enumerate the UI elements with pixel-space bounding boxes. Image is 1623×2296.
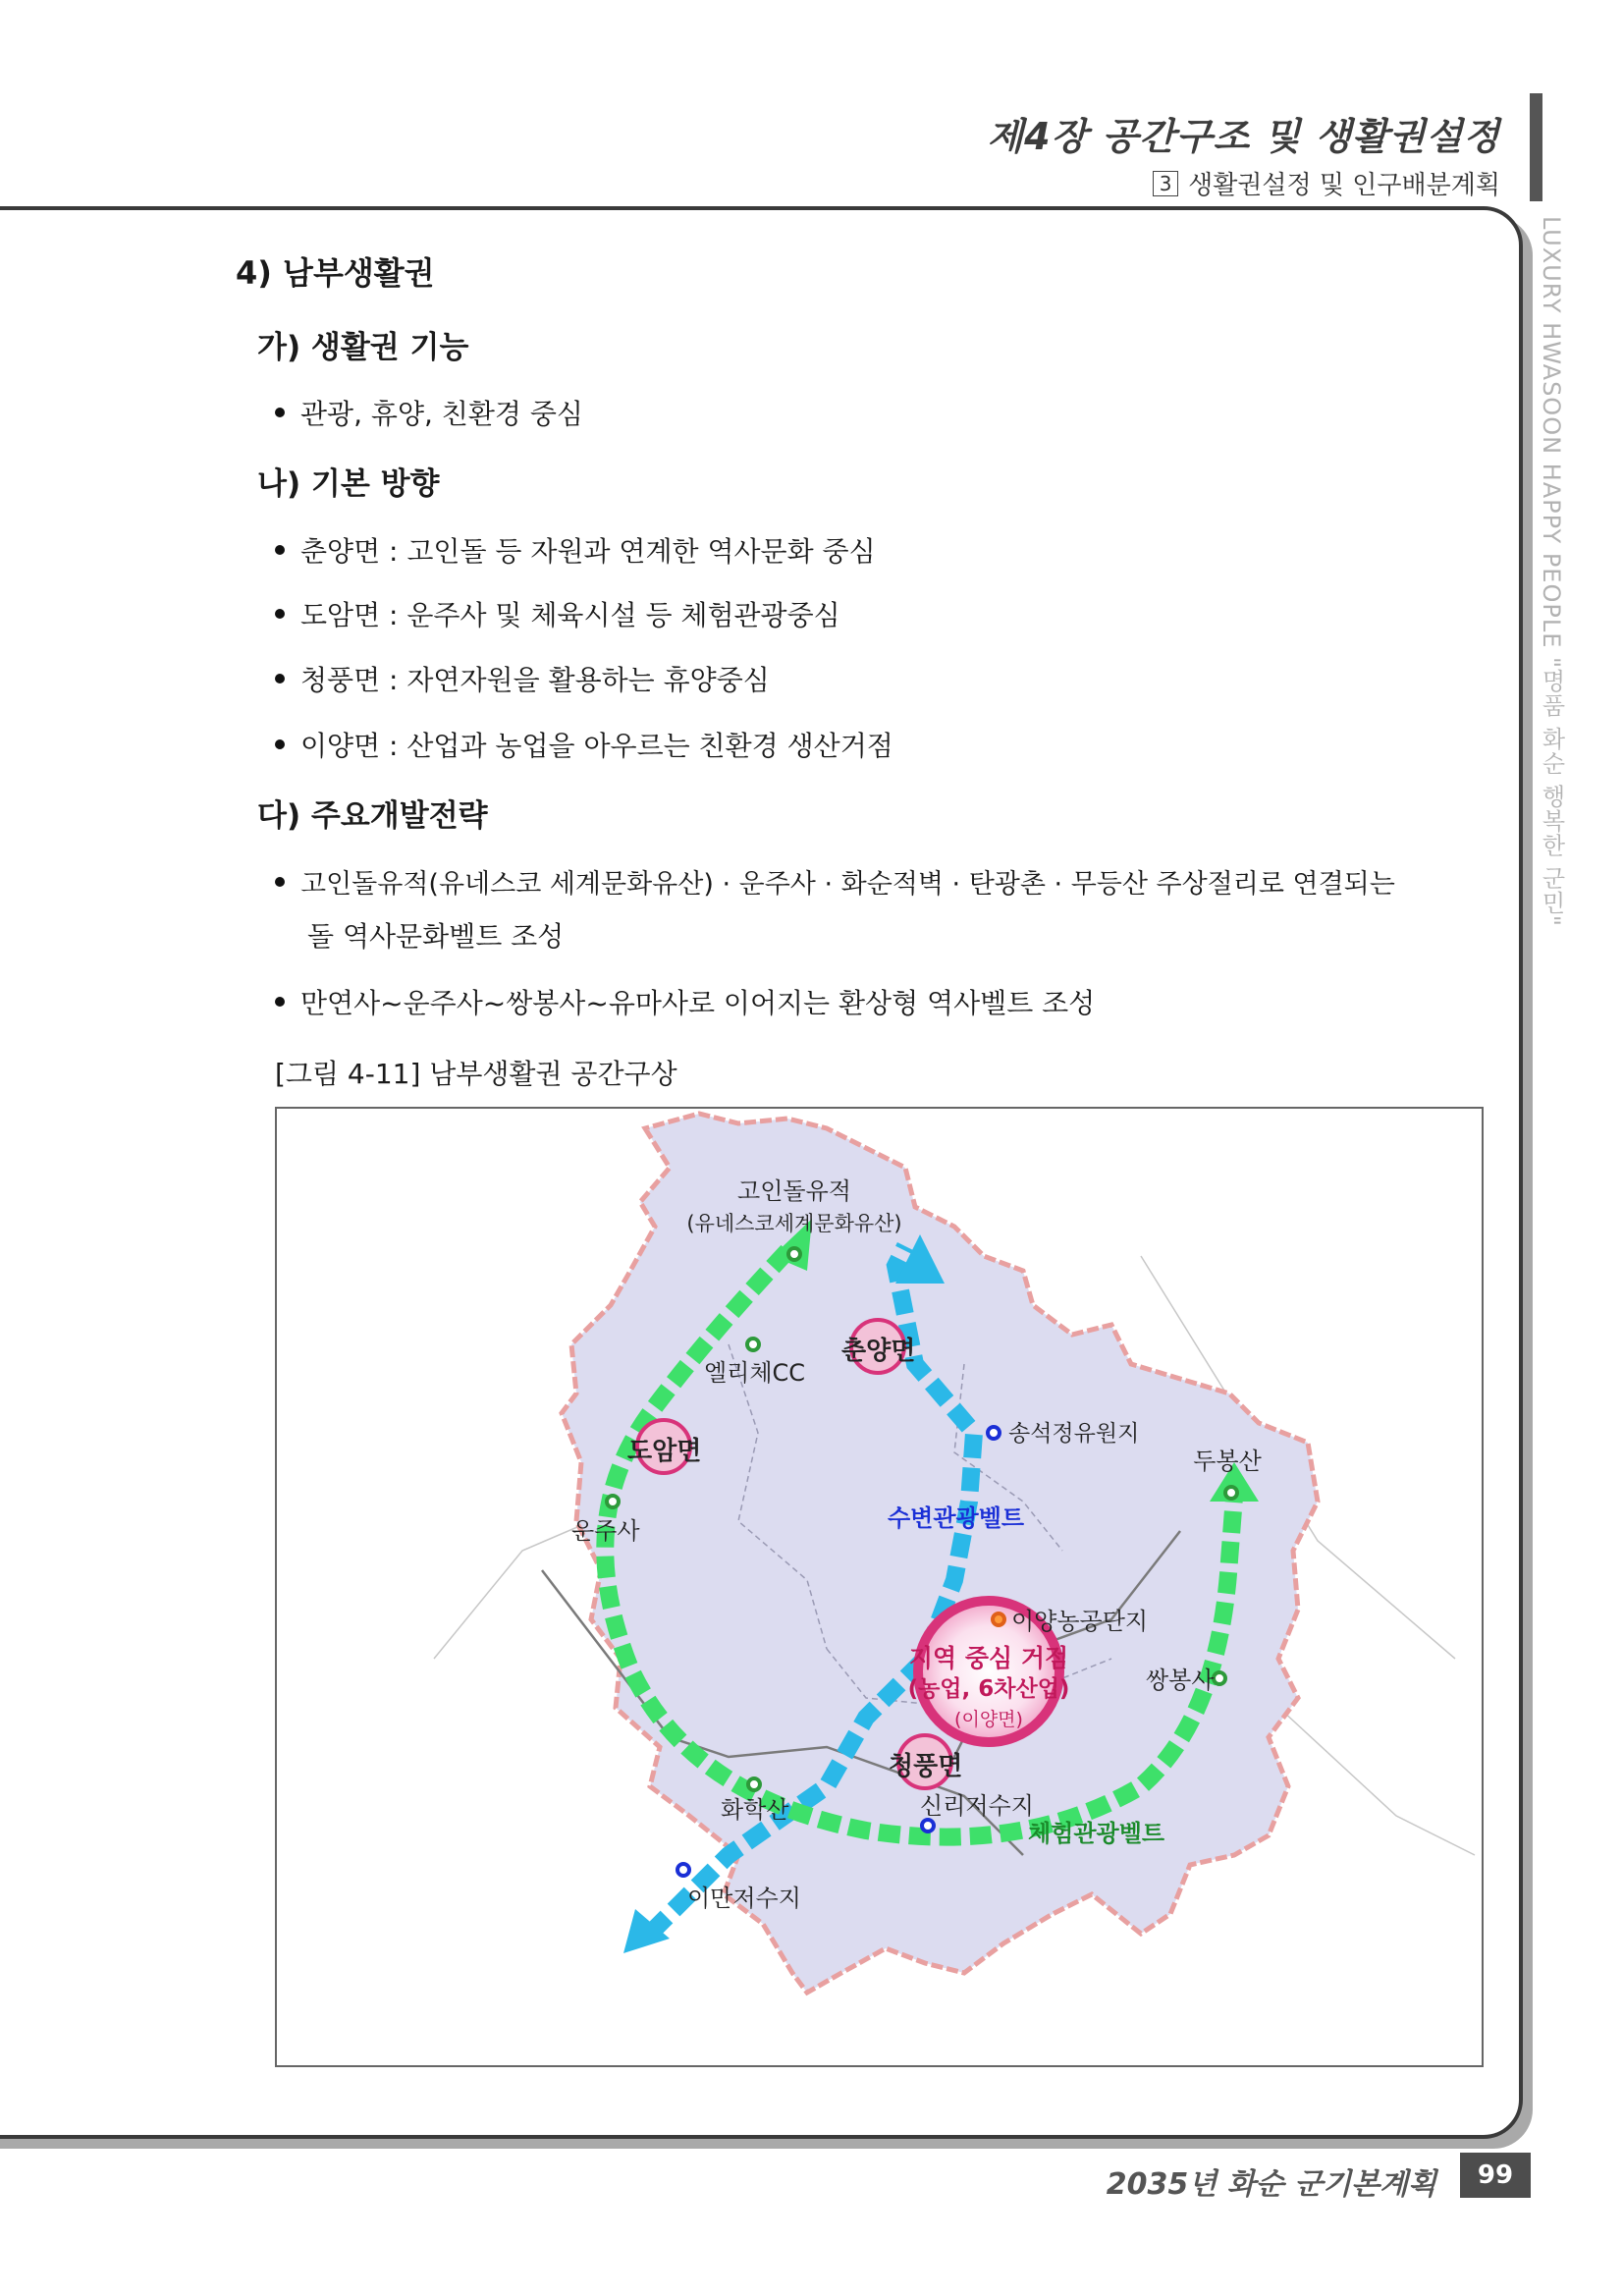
label-hub-town: (이양면) xyxy=(954,1709,1023,1730)
label-iyang-industrial: 이양농공단지 xyxy=(1011,1608,1149,1635)
label-chunyang: 춘양면 xyxy=(841,1337,916,1366)
label-songseok: 송석정유원지 xyxy=(1008,1421,1140,1447)
chapter-bar xyxy=(1530,93,1542,201)
bullet-icon xyxy=(275,674,285,683)
list-item xyxy=(275,862,1395,901)
chapter-title: 제4장 공간구조 및 생활권설정 xyxy=(987,115,1500,158)
poi-marker-hwahak xyxy=(748,1778,760,1790)
list-item-continuation: 돌 역사문화벨트 조성 xyxy=(307,920,565,953)
list-item-text: 도암면 : 운주사 및 체육시설 등 체험관광중심 xyxy=(300,599,840,631)
bullet-icon xyxy=(275,997,285,1007)
bullet-icon xyxy=(275,739,285,749)
subheading-direction: 나) 기본 방향 xyxy=(257,466,440,502)
poi-marker-dubong xyxy=(1225,1487,1237,1499)
list-item xyxy=(275,659,770,698)
list-item xyxy=(275,393,583,432)
poi-marker-ellyce xyxy=(747,1339,759,1350)
section-heading: 4) 남부생활권 xyxy=(236,254,435,292)
bullet-icon xyxy=(275,408,285,417)
bullet-icon xyxy=(275,609,285,619)
label-cheongpung: 청풍면 xyxy=(889,1752,963,1781)
poi-marker-songseok xyxy=(988,1427,1000,1439)
label-hub-sub: (농업, 6차산업) xyxy=(907,1676,1070,1702)
list-item-text: 만연사~운주사~쌍봉사~유마사로 이어지는 환상형 역사벨트 조성 xyxy=(300,987,1096,1019)
bullet-icon xyxy=(275,877,285,887)
subheading-strategy: 다) 주요개발전략 xyxy=(257,798,488,834)
label-chehum: 체험관광벨트 xyxy=(1028,1820,1165,1847)
page-number: 99 xyxy=(1460,2153,1531,2198)
poi-marker-ssangbong xyxy=(1214,1672,1225,1684)
list-item xyxy=(275,530,876,570)
poi-marker-iyang xyxy=(993,1613,1004,1625)
label-iman: 이만저수지 xyxy=(687,1885,801,1912)
label-dubong: 두봉산 xyxy=(1193,1448,1262,1475)
label-ssangbong: 쌍봉사 xyxy=(1146,1667,1215,1694)
list-item-text: 춘양면 : 고인돌 등 자원과 연계한 역사문화 중심 xyxy=(300,535,876,568)
list-item-text: 관광, 휴양, 친환경 중심 xyxy=(300,398,583,430)
label-hub-title: 지역 중심 거점 xyxy=(908,1644,1069,1672)
section-number: 3 xyxy=(1153,171,1178,196)
label-goindol-sub: (유네스코세계문화유산) xyxy=(686,1212,902,1235)
poi-marker-iman xyxy=(677,1864,689,1876)
side-slogan: LUXURY HWASOON HAPPY PEOPLE "명품 화순 행복한 군민" xyxy=(1538,216,1565,927)
region-area xyxy=(562,1114,1318,1993)
figure-caption: [그림 4-11] 남부생활권 공간구상 xyxy=(275,1058,677,1090)
list-item-text: 이양면 : 산업과 농업을 아우르는 친환경 생산거점 xyxy=(300,730,893,762)
label-sinri: 신리저수지 xyxy=(920,1792,1034,1820)
list-item-text: 청풍면 : 자연자원을 활용하는 휴양중심 xyxy=(300,664,770,696)
poi-marker-sinri xyxy=(922,1820,934,1831)
list-item xyxy=(275,594,840,633)
label-doam: 도암면 xyxy=(627,1437,702,1466)
label-unju: 운주사 xyxy=(571,1517,640,1545)
list-item xyxy=(275,725,893,764)
label-hwahak: 화학산 xyxy=(721,1796,789,1824)
map-figure xyxy=(275,1107,1484,2067)
section-label: 생활권설정 및 인구배분계획 xyxy=(1188,171,1500,200)
label-subyeon: 수변관광벨트 xyxy=(888,1504,1025,1532)
label-ellyce: 엘리체CC xyxy=(704,1359,806,1387)
subheading-function: 가) 생활권 기능 xyxy=(257,330,469,365)
list-item-text: 고인돌유적(유네스코 세계문화유산) · 운주사 · 화순적벽 · 탄광촌 · 무등산 주상절리로 연결되는 xyxy=(300,869,1395,900)
footer-title: 2035년 화순 군기본계획 xyxy=(1106,2167,1436,2202)
list-item xyxy=(275,982,1095,1021)
poi-marker-goindol xyxy=(788,1248,800,1260)
poi-marker-unju xyxy=(607,1496,619,1507)
section-title xyxy=(1153,165,1500,201)
map-canvas xyxy=(277,1109,1482,2065)
bullet-icon xyxy=(275,545,285,555)
label-goindol: 고인돌유적 xyxy=(737,1177,851,1205)
